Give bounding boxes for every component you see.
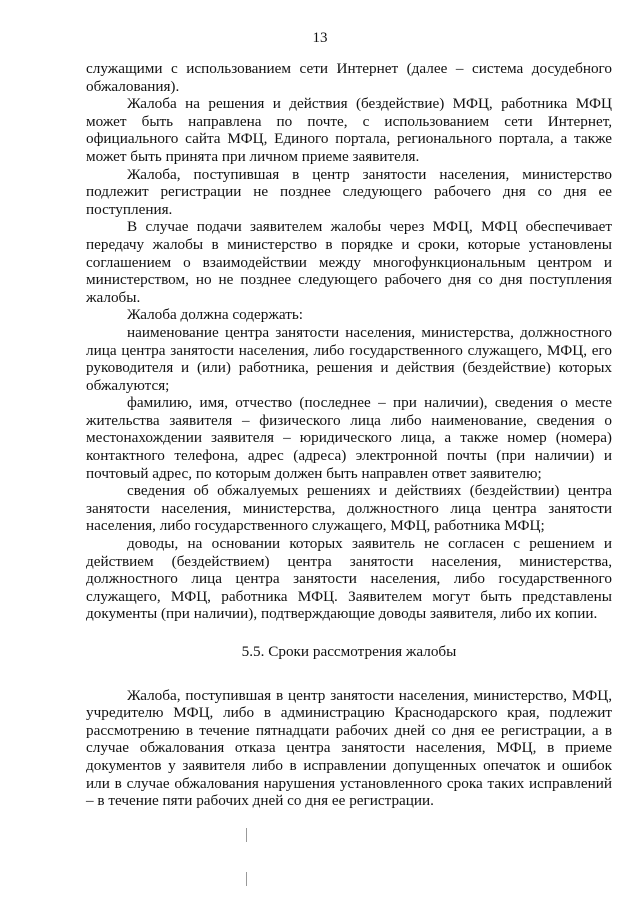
paragraph-continuation: служащими с использованием сети Интернет (далее – система досудебного обжалования).: [86, 60, 612, 95]
paragraph-review-terms: Жалоба, поступившая в центр занятости населения, министерство, МФЦ, учредителю МФЦ, либо в администрацию Краснодарского края, подлежит рассмотрению в течение пятнадцати рабочих дней со дня ее регистрации, а в случае обжалования отказа центра занятости населения, МФЦ, в приеме документов у заявителя либо в исправлении допущенных опечаток и ошибок или в случае обжалования нарушения установленного срока таких исправлений – в течение пяти рабочих дней со дня ее регистрации.: [86, 686, 612, 810]
scan-artifact: [246, 872, 247, 886]
page-number: 13: [312, 30, 328, 46]
list-item-names: наименование центра занятости населения, министерства, должностного лица центра занятости населения, либо государственного служащего, МФЦ, его руководителя и (или) работника, решения и действия (бездействие) которых обжалуются;: [86, 323, 612, 394]
list-item-applicant-info: фамилию, имя, отчество (последнее – при наличии), сведения о месте жительства заявителя – физического лица либо наименование, сведения о местонахождении заявителя – юридического лица, а также номер (номера) контактного телефона, адрес (адреса) электронной почты (при наличии) и почтовый адрес, по которым должен быть направлен ответ заявителю;: [86, 394, 612, 482]
scan-artifact: [246, 828, 247, 842]
paragraph-registration: Жалоба, поступившая в центр занятости населения, министерство подлежит регистрации не позднее следующего рабочего дня со дня ее поступления.: [86, 165, 612, 218]
section-heading: 5.5. Сроки рассмотрения жалобы: [241, 643, 457, 660]
paragraph-contents-intro: Жалоба должна содержать:: [127, 306, 303, 324]
paragraph-complaint-channels: Жалоба на решения и действия (бездействие) МФЦ, работника МФЦ может быть направлена по почте, с использованием сети Интернет, официального сайта МФЦ, Единого портала, регионального портала, а также может быть принята при личном приеме заявителя.: [86, 95, 612, 165]
list-item-arguments: доводы, на основании которых заявитель не согласен с решением и действием (бездействием) центра занятости населения, министерства, должностного лица центра занятости населения, либо государственного служащего, МФЦ, работника МФЦ. Заявителем могут быть представлены документы (при наличии), подтверждающие доводы заявителя, либо их копии.: [86, 535, 612, 623]
document-body: [86, 60, 612, 810]
list-item-appealed-decisions: сведения об обжалуемых решениях и действиях (бездействии) центра занятости населения, министерства, должностного лица центра занятости населения, либо государственного служащего, МФЦ, работника МФЦ;: [86, 482, 612, 535]
paragraph-mfc-transfer: В случае подачи заявителем жалобы через МФЦ, МФЦ обеспечивает передачу жалобы в министерство в порядке и сроки, которые установлены соглашением о взаимодействии между многофункциональным центром и министерством, но не позднее следующего рабочего дня со дня поступления жалобы.: [86, 218, 612, 306]
